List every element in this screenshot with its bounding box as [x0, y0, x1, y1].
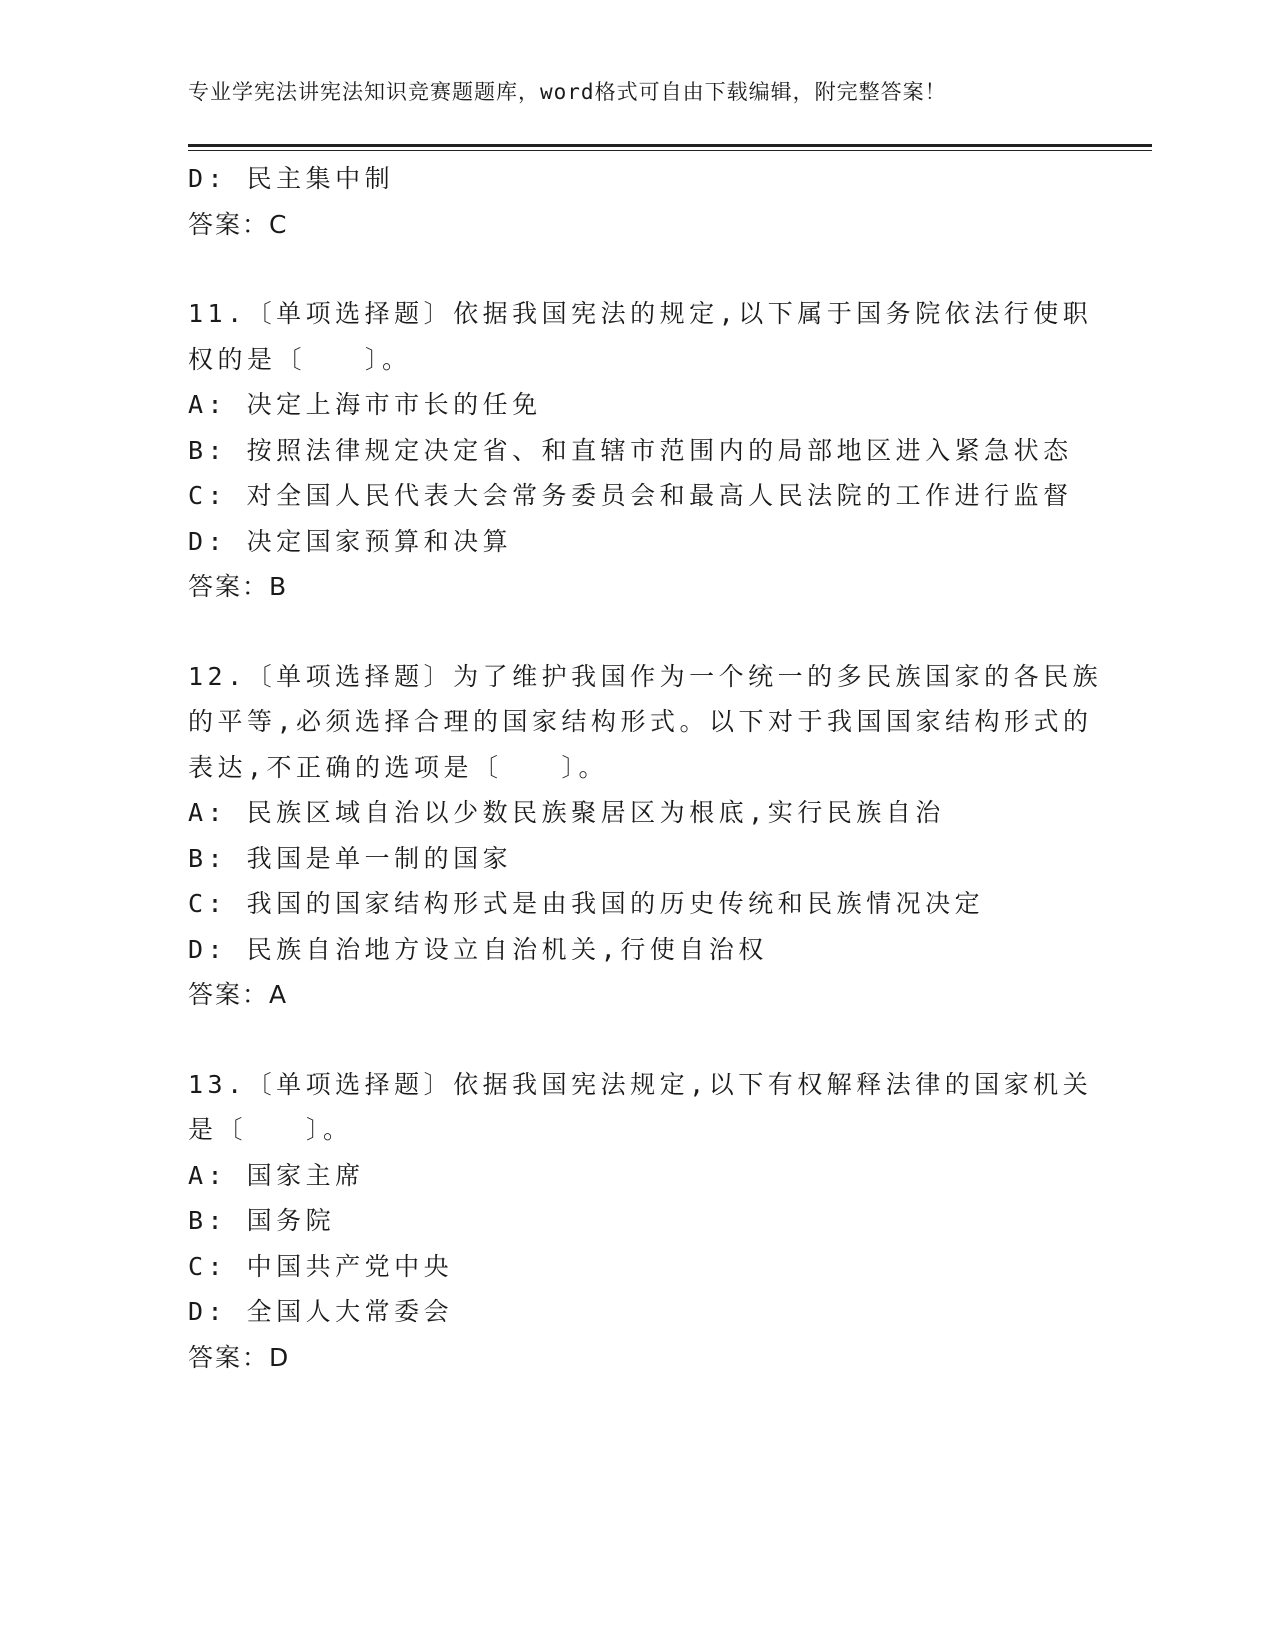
question-stem-line: 12.〔单项选择题〕为了维护我国作为一个统一的多民族国家的各民族 — [188, 661, 1103, 691]
question-stem-line: 表达,不正确的选项是〔 〕。 — [188, 752, 609, 782]
option-b: B: 我国是单一制的国家 — [188, 843, 513, 873]
option-a: A: 国家主席 — [188, 1160, 365, 1190]
carryover-answer: 答案：C — [188, 209, 289, 239]
question-stem-line: 的平等,必须选择合理的国家结构形式。以下对于我国国家结构形式的 — [188, 707, 1093, 736]
question-13 — [188, 1062, 1093, 1381]
option-c: C: 中国共产党中央 — [188, 1251, 454, 1281]
spacer — [188, 247, 1088, 291]
answer: 答案：D — [188, 1342, 291, 1372]
question-stem-line: 是〔 〕。 — [188, 1115, 353, 1144]
option-b: B: 国务院 — [188, 1206, 336, 1235]
page-header: 专业学宪法讲宪法知识竞赛题题库，word格式可自由下载编辑，附完整答案！ — [188, 80, 947, 104]
question-stem-line: 权的是〔 〕。 — [188, 344, 412, 374]
spacer — [188, 1018, 1088, 1062]
carryover-option-d: D: 民主集中制 — [188, 164, 395, 193]
option-a: A: 民族区域自治以少数民族聚居区为根底,实行民族自治 — [188, 798, 945, 827]
question-12 — [188, 654, 1103, 1018]
question-list — [188, 156, 1103, 1380]
question-11 — [188, 291, 1093, 610]
answer: 答案：A — [188, 980, 289, 1009]
option-b: B: 按照法律规定决定省、和直辖市范围内的局部地区进入紧急状态 — [188, 435, 1073, 465]
option-a: A: 决定上海市市长的任免 — [188, 390, 542, 419]
question-stem-line: 13.〔单项选择题〕依据我国宪法规定,以下有权解释法律的国家机关 — [188, 1069, 1093, 1099]
option-d: D: 决定国家预算和决算 — [188, 526, 513, 556]
spacer — [188, 610, 1088, 654]
header-divider — [188, 144, 1152, 151]
option-c: C: 对全国人民代表大会常务委员会和最高人民法院的工作进行监督 — [188, 481, 1073, 510]
answer: 答案：B — [188, 572, 289, 601]
option-c: C: 我国的国家结构形式是由我国的历史传统和民族情况决定 — [188, 889, 985, 918]
option-d: D: 民族自治地方设立自治机关,行使自治权 — [188, 934, 768, 964]
question-stem-line: 11.〔单项选择题〕依据我国宪法的规定,以下属于国务院依法行使职 — [188, 299, 1093, 328]
option-d: D: 全国人大常委会 — [188, 1297, 454, 1326]
